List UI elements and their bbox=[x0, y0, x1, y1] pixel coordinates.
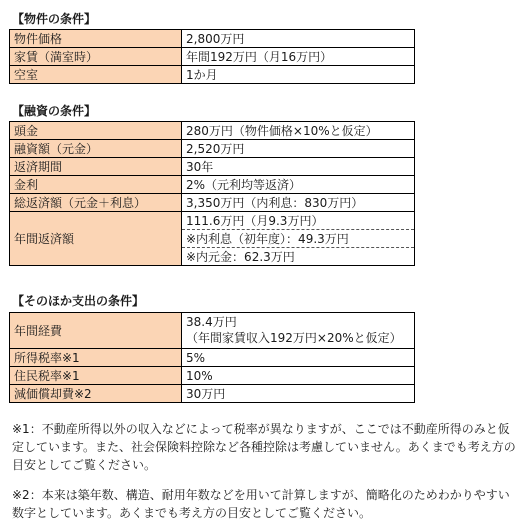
table-row bbox=[10, 212, 415, 230]
annual-expense-assumption: （年間家賃収入192万円×20%と仮定） bbox=[186, 331, 402, 345]
table-row bbox=[10, 385, 415, 403]
property-conditions-heading: 【物件の条件】 bbox=[12, 12, 97, 26]
footnote-1: ※1：不動産所得以外の収入などによって税率が異なりますが、ここでは不動産所得のみと仮定しています。また、社会保険料控除など各種控除は考慮していません。あくまでも考え方の目安としてご覧ください。 bbox=[12, 422, 516, 472]
table-row bbox=[10, 30, 415, 48]
row-label: 住民税率※1 bbox=[10, 367, 182, 385]
other-expenses-heading: 【そのほか支出の条件】 bbox=[12, 294, 145, 308]
row-label: 返済期間 bbox=[10, 158, 182, 176]
row-label: 家賃（満室時） bbox=[10, 48, 182, 66]
annual-expense-label: 年間経費 bbox=[10, 313, 182, 349]
row-value: 年間192万円（月16万円） bbox=[182, 48, 415, 66]
row-label: 融資額（元金） bbox=[10, 140, 182, 158]
table-row bbox=[10, 122, 415, 140]
row-value: 3,350万円（内利息：830万円） bbox=[182, 194, 415, 212]
annual-repayment-principal: ※内元金：62.3万円 bbox=[182, 248, 415, 266]
annual-repayment-value: 111.6万円（月9.3万円） bbox=[182, 212, 415, 230]
row-label: 空室 bbox=[10, 66, 182, 84]
annual-repayment-interest: ※内利息（初年度）：49.3万円 bbox=[182, 230, 415, 248]
table-row bbox=[10, 194, 415, 212]
row-label: 頭金 bbox=[10, 122, 182, 140]
row-value: 2,520万円 bbox=[182, 140, 415, 158]
row-label: 金利 bbox=[10, 176, 182, 194]
row-value: 1か月 bbox=[182, 66, 415, 84]
table-row bbox=[10, 313, 415, 349]
row-value: 10% bbox=[182, 367, 415, 385]
row-value: 280万円（物件価格×10%と仮定） bbox=[182, 122, 415, 140]
row-value: 30万円 bbox=[182, 385, 415, 403]
table-row bbox=[10, 176, 415, 194]
table-row bbox=[10, 158, 415, 176]
row-label: 物件価格 bbox=[10, 30, 182, 48]
table-row bbox=[10, 367, 415, 385]
row-value: 2%（元利均等返済） bbox=[182, 176, 415, 194]
row-value: 2,800万円 bbox=[182, 30, 415, 48]
property-conditions-table bbox=[9, 29, 415, 84]
table-row bbox=[10, 349, 415, 367]
other-expenses-table bbox=[9, 312, 415, 403]
table-row bbox=[10, 66, 415, 84]
annual-expense-value bbox=[182, 313, 415, 349]
table-row bbox=[10, 48, 415, 66]
table-row bbox=[10, 140, 415, 158]
row-value: 5% bbox=[182, 349, 415, 367]
row-value: 30年 bbox=[182, 158, 415, 176]
row-label: 減価償却費※2 bbox=[10, 385, 182, 403]
footnote-2: ※2：本来は築年数、構造、耐用年数などを用いて計算しますが、簡略化のためわかりやすい数字としています。あくまでも考え方の目安としてご覧ください。 bbox=[12, 488, 510, 520]
financing-conditions-table bbox=[9, 121, 415, 266]
financing-conditions-heading: 【融資の条件】 bbox=[12, 104, 97, 118]
annual-repayment-label: 年間返済額 bbox=[10, 212, 182, 266]
row-label: 所得税率※1 bbox=[10, 349, 182, 367]
annual-expense-amount: 38.4万円 bbox=[186, 315, 237, 329]
row-label: 総返済額（元金＋利息） bbox=[10, 194, 182, 212]
